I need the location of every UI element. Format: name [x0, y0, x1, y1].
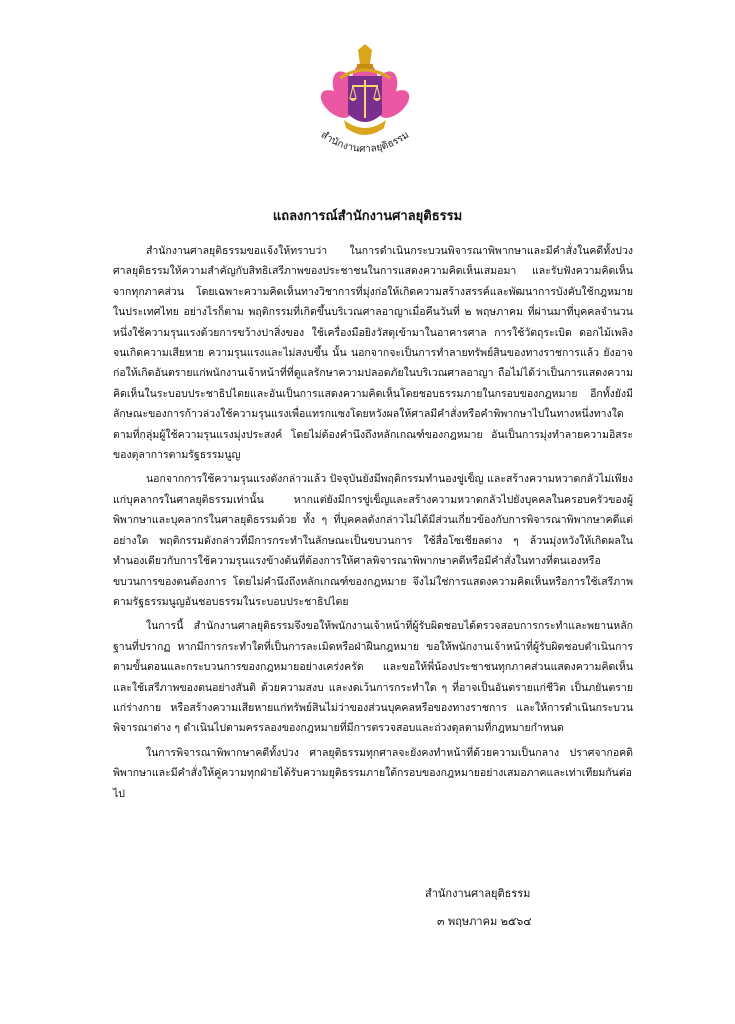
paragraph-2: นอกจากการใช้ความรุนแรงดังกล่าวแล้ว ปัจจุบันยังมีพฤติกรรมทำนองขู่เข็ญ และสร้างความหวาดกลัวไม่เพียงแก่บุคลากรในศาลยุติธรรมเท่านั้น หากแต่ยังมีการขู่เข็ญและสร้างความหวาดกลัวไปยังบุคคลในครอบครัวของผู้พิพากษาและบุคลากรในศาลยุติธรรมด้วย ทั้ง ๆ ที่บุคคลดังกล่าวไม่ได้มีส่วนเกี่ยวข้องกับการพิจารณาพิพากษาคดีแต่อย่างใด พฤติกรรมดังกล่าวที่มีการกระทำในลักษณะเป็นขบวนการ ใช้สื่อโซเชียลต่าง ๆ ล้วนมุ่งหวังให้เกิดผลในทำนองเดียวกับการใช้ความรุนแรงข้างต้นที่ต้องการให้ศาลพิจารณาพิพากษาคดีหรือมีคำสั่งในทางที่ตนเองหรือขบวนการของตนต้องการ โดยไม่คำนึงถึงหลักเกณฑ์ของกฎหมาย จึงไม่ใช่การแสดงความคิดเห็นหรือการใช้เสรีภาพตามรัฐธรรมนูญอันชอบธรรมในระบอบประชาธิปไตย: [113, 473, 633, 608]
document-title: แถลงการณ์สำนักงานศาลยุติธรรม: [272, 209, 463, 224]
court-emblem: [300, 44, 430, 174]
paragraph-4: ในการพิจารณาพิพากษาคดีทั้งปวง ศาลยุติธรรมทุกศาลจะยังคงทำหน้าที่ด้วยความเป็นกลาง ปราศจากอคติ พิพากษาและมีคำสั่งให้คู่ความทุกฝ่ายได้รับความยุติธรรมภายใต้กรอบของกฎหมายอย่างเสมอภาคและเท่าเทียมกันต่อไป: [113, 746, 633, 800]
emblem-text: สำนักงานศาลยุติธรรม: [318, 129, 412, 156]
scales-of-justice-emblem-icon: [300, 44, 430, 174]
signature-date: ๓ พฤษภาคม ๒๕๖๔: [437, 915, 532, 928]
signature-organization: สำนักงานศาลยุติธรรม: [425, 887, 531, 900]
signature-block: [425, 880, 532, 936]
paragraph-1: สำนักงานศาลยุติธรรมขอแจ้งให้ทราบว่า ในการดำเนินกระบวนพิจารณาพิพากษาและมีคำสั่งในคดีทั้งปวง ศาลยุติธรรมให้ความสำคัญกับสิทธิเสรีภาพของประชาชนในการแสดงความคิดเห็นเสมอมา และรับฟังความคิดเห็นจากทุกภาคส่วน โดยเฉพาะความคิดเห็นทางวิชาการที่มุ่งก่อให้เกิดความสร้างสรรค์และพัฒนาการบังคับใช้กฎหมายในประเทศไทย อย่างไรก็ตาม พฤติกรรมที่เกิดขึ้นบริเวณศาลอาญาเมื่อคืนวันที่ ๒ พฤษภาคม ที่ผ่านมาที่บุคคลจำนวนหนึ่งใช้ความรุนแรงด้วยการขว้างปาสิ่งของ ใช้เครื่องมือยิงวัสดุเข้ามาในอาคารศาล การใช้วัตถุระเบิด ดอกไม้เพลิง จนเกิดความเสียหาย ความรุนแรงและไม่สงบขึ้น นั้น นอกจากจะเป็นการทำลายทรัพย์สินของทางราชการแล้ว ยังอาจก่อให้เกิดอันตรายแก่พนักงานเจ้าหน้าที่ที่ดูแลรักษาความปลอดภัยในบริเวณศาลอาญา ถือไม่ได้ว่าเป็นการแสดงความคิดเห็นในระบอบประชาธิปไตยและอันเป็นการแสดงความคิดเห็นโดยชอบธรรมภายในกรอบของกฎหมาย อีกทั้งยังมีลักษณะของการก้าวล่วงใช้ความรุนแรงเพื่อแทรกแซงโดยหวังผลให้ศาลมีคำสั่งหรือคำพิพากษาไปในทางหนึ่งทางใดตามที่กลุ่มผู้ใช้ความรุนแรงมุ่งประสงค์ โดยไม่ต้องคำนึงถึงหลักเกณฑ์ของกฎหมาย อันเป็นการมุ่งทำลายความอิสระของตุลาการตามรัฐธรรมนูญ: [113, 245, 633, 462]
paragraph-3: ในการนี้ สำนักงานศาลยุติธรรมจึงขอให้พนักงานเจ้าหน้าที่ผู้รับผิดชอบได้ตรวจสอบการกระทำและพยานหลักฐานที่ปรากฏ หากมีการกระทำใดที่เป็นการละเมิดหรือฝ่าฝืนกฎหมาย ขอให้พนักงานเจ้าหน้าที่ผู้รับผิดชอบดำเนินการตามขั้นตอนและกระบวนการของกฎหมายอย่างเคร่งครัด และขอให้พี่น้องประชาชนทุกภาคส่วนแสดงความคิดเห็นและใช้เสรีภาพของตนอย่างสันติ ด้วยความสงบ และงดเว้นการกระทำใด ๆ ที่อาจเป็นอันตรายแก่ชีวิต เป็นภยันตรายแก่ร่างกาย หรือสร้างความเสียหายแก่ทรัพย์สินไม่ว่าของส่วนบุคคลหรือของทางราชการ และให้การดำเนินกระบวนพิจารณาต่าง ๆ ดำเนินไปตามครรลองของกฎหมายที่มีการตรวจสอบและถ่วงดุลตามที่กฎหมายกำหนด: [113, 620, 633, 735]
document-body: [113, 241, 633, 804]
